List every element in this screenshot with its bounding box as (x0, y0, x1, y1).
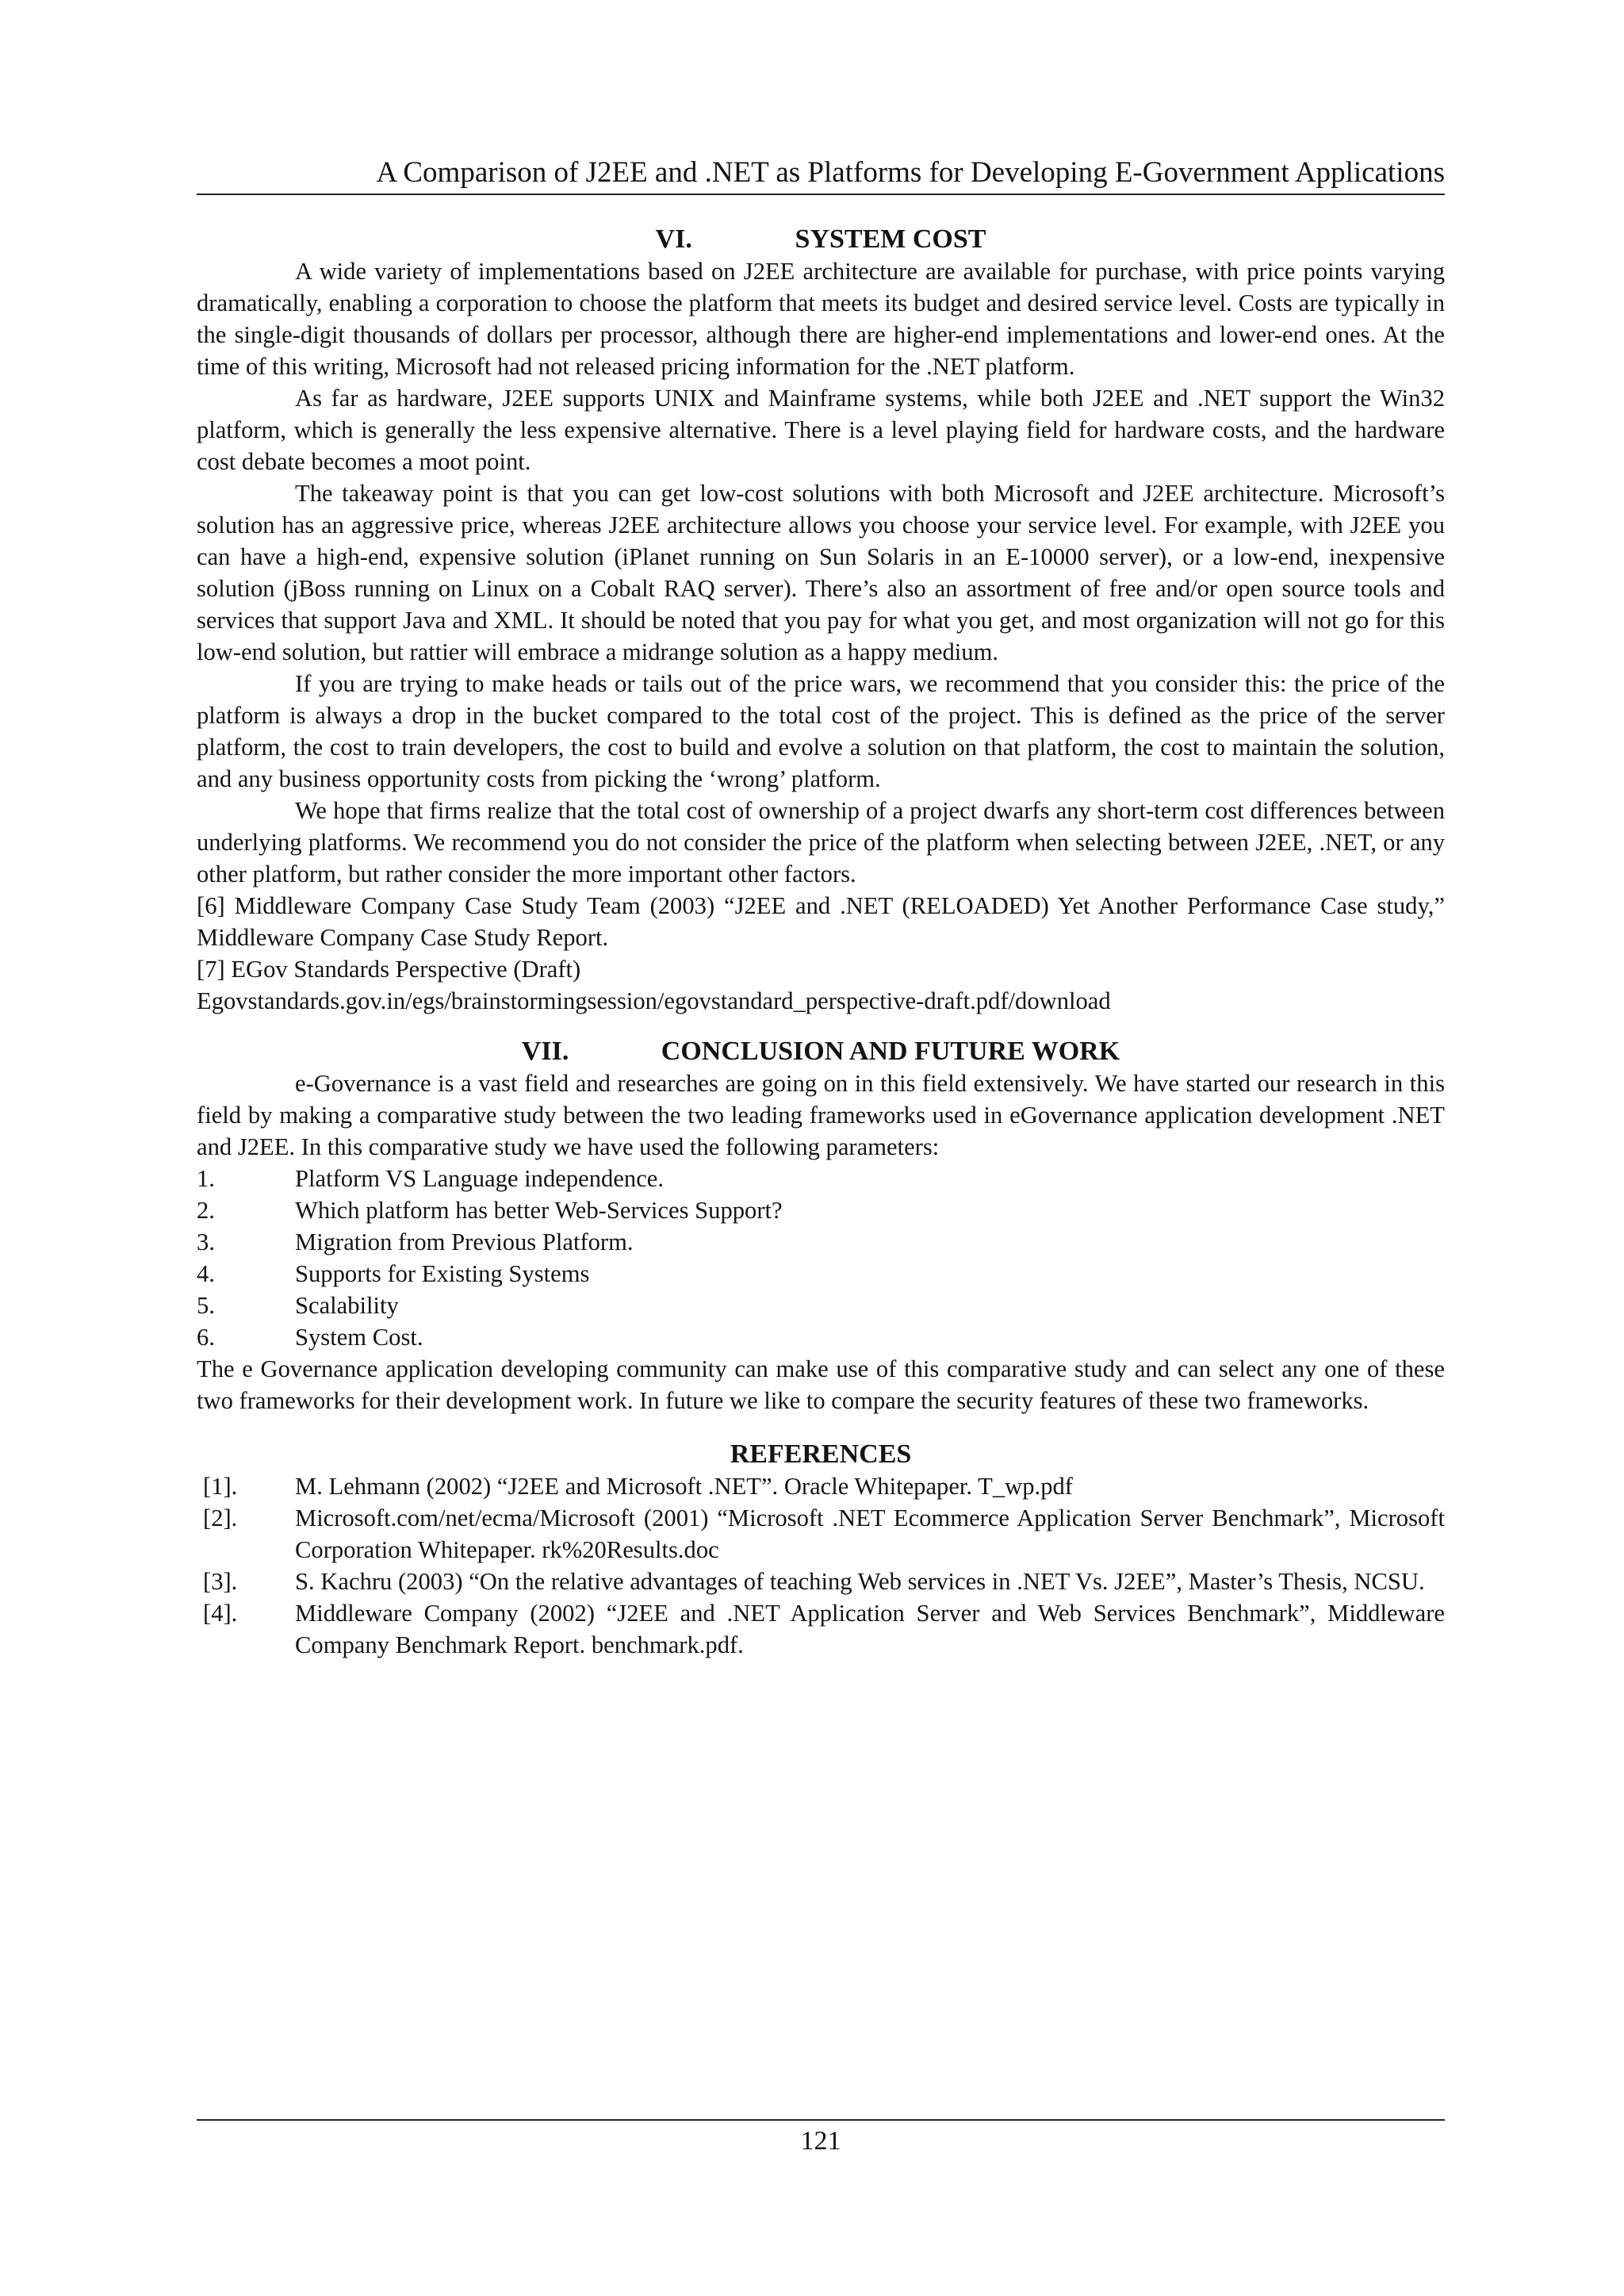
section-vi-number: VI. (655, 224, 692, 254)
inline-reference-6: [6] Middleware Company Case Study Team (2003) “J2EE and .NET (RELOADED) Yet Another Performance Case study,” Middleware Company Case Study Report. (197, 892, 1445, 951)
reference-item (197, 1566, 1445, 1597)
list-item-number: 6. (197, 1324, 215, 1351)
list-item (197, 1258, 1445, 1290)
reference-item (197, 1470, 1445, 1502)
list-item (197, 1194, 1445, 1226)
list-item (197, 1290, 1445, 1321)
list-item-text: Supports for Existing Systems (295, 1260, 590, 1287)
reference-number: [2]. (203, 1504, 238, 1531)
reference-number: [3]. (203, 1568, 238, 1595)
reference-text: S. Kachru (2003) “On the relative advantages of teaching Web services in .NET Vs. J2EE”, Master’s Thesis, NCSU. (295, 1568, 1425, 1595)
list-item-text: System Cost. (295, 1324, 423, 1351)
section-vii-heading (197, 1036, 1445, 1068)
parameter-list (197, 1163, 1445, 1353)
reference-list (197, 1470, 1445, 1661)
section-vi-heading (197, 224, 1445, 255)
list-item-text: Migration from Previous Platform. (295, 1228, 634, 1255)
reference-text: Microsoft.com/net/ecma/Microsoft (2001) “Microsoft .NET Ecommerce Application Server Benchmark”, Microsoft Corporation Whitepaper. rk%20Results.doc (295, 1504, 1445, 1563)
running-header: A Comparison of J2EE and .NET as Platforms for Developing E-Government Applications (376, 156, 1445, 189)
section-vi-paragraph-3: The takeaway point is that you can get low-cost solutions with both Microsoft and J2EE architecture. Microsoft’s solution has an aggressive price, whereas J2EE architecture allows you choose your service level. For example, with J2EE you can have a high-end, expensive solution (iPlanet running on Sun Solaris in an E-10000 server), or a low-end, inexpensive solution (jBoss running on Linux on a Cobalt RAQ server). There’s also an assortment of free and/or open source tools and services that support Java and XML. It should be noted that you pay for what you get, and most organization will not go for this low-end solution, but rattier will embrace a midrange solution as a happy medium. (197, 480, 1445, 665)
section-vii-closing: The e Governance application developing community can make use of this comparative study and can select any one of these two frameworks for their development work. In future we like to compare the security features of these two frameworks. (197, 1355, 1445, 1414)
list-item-number: 5. (197, 1292, 215, 1319)
list-item (197, 1226, 1445, 1258)
section-vii-title: CONCLUSION AND FUTURE WORK (661, 1037, 1120, 1066)
references-heading: REFERENCES (730, 1439, 912, 1469)
section-vii-intro: e-Governance is a vast field and researches are going on in this field extensively. We have started our research in this field by making a comparative study between the two leading frameworks used in eGovernance application development .NET and J2EE. In this comparative study we have used the following parameters: (197, 1070, 1445, 1160)
list-item-number: 1. (197, 1165, 215, 1192)
section-vi-paragraph-4: If you are trying to make heads or tails out of the price wars, we recommend that you consider this: the price of the platform is always a drop in the bucket compared to the total cost of the project. This is defined as the price of the server platform, the cost to train developers, the cost to build and evolve a solution on that platform, the cost to maintain the solution, and any business opportunity costs from picking the ‘wrong’ platform. (197, 670, 1445, 792)
footer-rule (197, 2119, 1445, 2121)
list-item (197, 1321, 1445, 1353)
reference-text: M. Lehmann (2002) “J2EE and Microsoft .NET”. Oracle Whitepaper. T_wp.pdf (295, 1473, 1073, 1500)
inline-reference-7: [7] EGov Standards Perspective (Draft) (197, 956, 581, 983)
list-item (197, 1163, 1445, 1194)
page-number: 121 (800, 2126, 841, 2156)
list-item-text: Which platform has better Web-Services Support? (295, 1197, 783, 1224)
section-vi-paragraph-2: As far as hardware, J2EE supports UNIX and Mainframe systems, while both J2EE and .NET support the Win32 platform, which is generally the less expensive alternative. There is a level playing field for hardware costs, and the hardware cost debate becomes a moot point. (197, 385, 1445, 475)
paper-page (197, 0, 1445, 2296)
list-item-number: 3. (197, 1228, 215, 1255)
section-vii-number: VII. (521, 1037, 569, 1066)
section-vi-paragraph-1: A wide variety of implementations based on J2EE architecture are available for purchase, with price points varying dramatically, enabling a corporation to choose the platform that meets its budget and desired service level. Costs are typically in the single-digit thousands of dollars per processor, although there are higher-end implementations and lower-end ones. At the time of this writing, Microsoft had not released pricing information for the .NET platform. (197, 258, 1445, 380)
section-vi-paragraph-5: We hope that firms realize that the total cost of ownership of a project dwarfs any short-term cost differences between underlying platforms. We recommend you do not consider the price of the platform when selecting between J2EE, .NET, or any other platform, but rather consider the more important other factors. (197, 797, 1445, 887)
list-item-text: Platform VS Language independence. (295, 1165, 665, 1192)
list-item-number: 2. (197, 1197, 215, 1224)
body-text (197, 224, 1445, 1661)
list-item-text: Scalability (295, 1292, 399, 1319)
reference-item (197, 1597, 1445, 1661)
reference-number: [1]. (203, 1473, 238, 1500)
inline-reference-7-url: Egovstandards.gov.in/egs/brainstormingsession/egovstandard_perspective-draft.pdf/download (197, 987, 1111, 1014)
section-vi-title: SYSTEM COST (795, 224, 986, 254)
reference-text: Middleware Company (2002) “J2EE and .NET Application Server and Web Services Benchmark”, Middleware Company Benchmark Report. benchmark.pdf. (295, 1600, 1445, 1658)
header-rule (197, 194, 1445, 195)
list-item-number: 4. (197, 1260, 215, 1287)
reference-number: [4]. (203, 1600, 238, 1627)
reference-item (197, 1502, 1445, 1566)
